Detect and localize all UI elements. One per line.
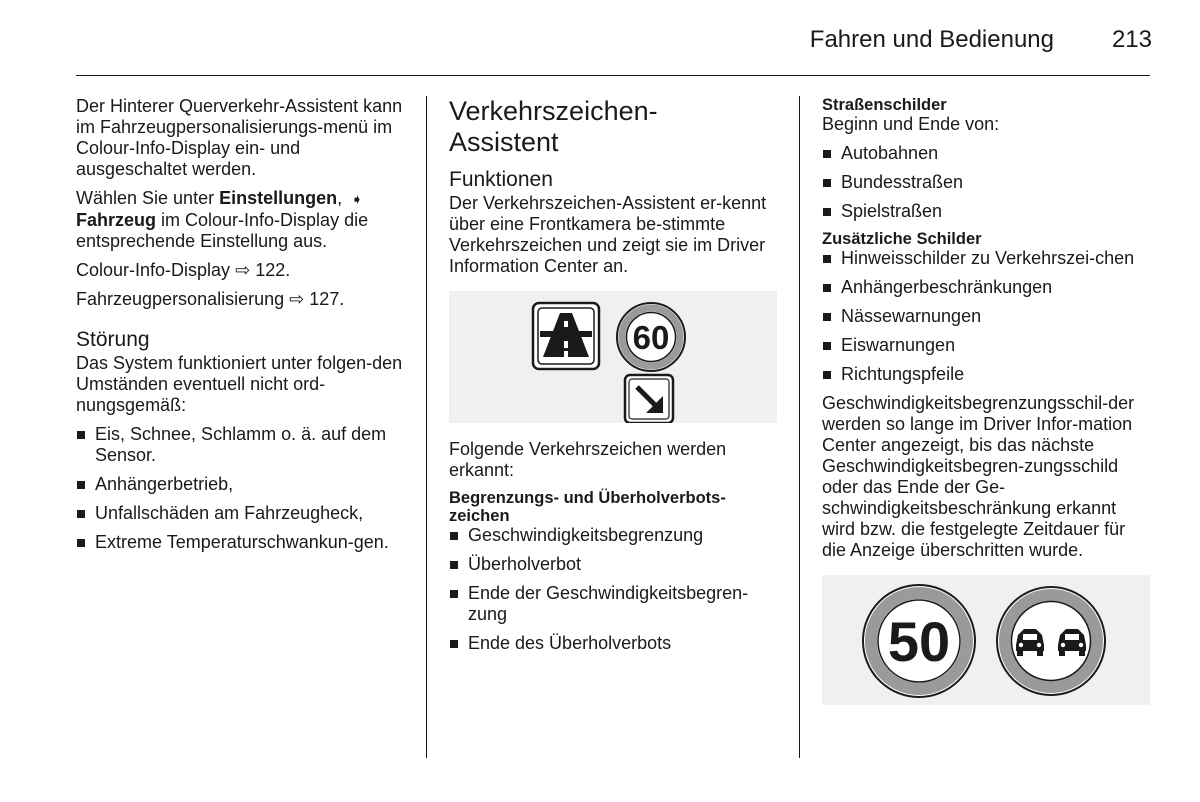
figure-traffic-signs	[449, 291, 777, 423]
reference-label: Colour-Info-Display	[76, 260, 231, 280]
figure-traffic-signs-svg	[449, 291, 777, 423]
paragraph-malfunction: Das System funktioniert unter folgen-den Umständen eventuell nicht ord-nungsgemäß:	[76, 353, 403, 415]
page-reference-icon: ⇨	[235, 260, 251, 280]
figure-speed-overtaking-signs	[822, 575, 1150, 705]
speed-limit-50-icon	[863, 585, 975, 697]
street-signs-list	[822, 143, 1152, 222]
menu-einstellungen: Einstellungen	[219, 188, 338, 208]
list-item: Eis, Schnee, Schlamm o. ä. auf dem Sensor.	[76, 424, 410, 466]
section-heading-stoerung: Störung	[76, 328, 150, 351]
paragraph-settings-path	[76, 188, 410, 252]
paragraph-function: Der Verkehrszeichen-Assistent er-kennt über eine Frontkamera be-stimmte Verkehrszeichen und zeigt sie im Driver Information Center an.	[449, 193, 767, 276]
header-rule	[76, 75, 1150, 76]
reference-page: 127.	[309, 289, 345, 309]
menu-arrow-icon: ➧	[351, 191, 363, 207]
settings-path-intro: Wählen Sie unter	[76, 188, 220, 208]
section-title: Verkehrszeichen-Assistent	[449, 96, 658, 157]
list-item: Richtungspfeile	[822, 364, 1152, 385]
page-reference-icon: ⇨	[289, 289, 305, 309]
list-item: Hinweisschilder zu Verkehrszei-chen	[822, 248, 1141, 269]
column-2	[449, 96, 779, 662]
speed-limit-60-icon	[617, 303, 685, 371]
list-heading-limits: Begrenzungs- und Überholverbots-zeichen	[449, 489, 726, 525]
speed-limit-50-text: 50	[887, 610, 951, 673]
malfunction-list	[76, 424, 410, 553]
direction-arrow-sign-icon	[625, 375, 673, 423]
speed-limit-60-text: 60	[632, 319, 670, 356]
motorway-sign-icon	[533, 303, 599, 369]
list-item: Geschwindigkeitsbegrenzung	[449, 525, 779, 546]
list-item: Ende der Geschwindigkeitsbegren-zung	[449, 583, 779, 625]
list-item: Bundesstraßen	[822, 172, 1152, 193]
list-item: Ende des Überholverbots	[449, 633, 779, 654]
settings-path-rest: im Colour-Info-Display die entsprechende Einstellung aus.	[76, 210, 369, 251]
paragraph-street-signs: Beginn und Ende von:	[822, 114, 1000, 134]
reference-label: Fahrzeugpersonalisierung	[76, 289, 285, 309]
settings-path-separator: ,	[337, 188, 348, 208]
recognised-signs-list	[449, 525, 779, 654]
column-divider-2	[799, 96, 800, 758]
no-overtaking-sign-icon	[997, 587, 1105, 695]
list-item: Überholverbot	[449, 554, 779, 575]
column-divider-1	[426, 96, 427, 758]
list-item: Anhängerbetrieb,	[76, 474, 410, 495]
list-item: Spielstraßen	[822, 201, 1152, 222]
cross-reference-personalisation	[76, 289, 410, 310]
running-header-title: Fahren und Bedienung	[809, 26, 1054, 53]
menu-fahrzeug: Fahrzeug	[76, 210, 157, 230]
list-item: Anhängerbeschränkungen	[822, 277, 1152, 298]
list-item: Unfallschäden am Fahrzeugheck,	[76, 503, 410, 524]
reference-page: 122.	[255, 260, 291, 280]
column-1	[76, 96, 410, 561]
figure-speed-overtaking-svg	[822, 575, 1150, 705]
page-number: 213	[1111, 26, 1152, 53]
cross-reference-display	[76, 260, 410, 281]
column-3	[822, 96, 1152, 705]
list-item: Eiswarnungen	[822, 335, 1152, 356]
subheading-funktionen: Funktionen	[449, 168, 553, 191]
additional-signs-list	[822, 248, 1152, 385]
paragraph-rcta-settings: Der Hinterer Querverkehr-Assistent kann im Fahrzeugpersonalisierungs-menü im Colour-Info-Display ein- und ausgeschaltet werden.	[76, 96, 403, 179]
list-item: Autobahnen	[822, 143, 1152, 164]
list-item: Extreme Temperaturschwankun-gen.	[76, 532, 410, 553]
list-heading-additional-signs: Zusätzliche Schilder	[822, 230, 982, 248]
paragraph-recognised: Folgende Verkehrszeichen werden erkannt:	[449, 439, 727, 480]
list-heading-street-signs: Straßenschilder	[822, 96, 947, 114]
paragraph-display-duration: Geschwindigkeitsbegrenzungsschil-der werden so lange im Driver Infor-mation Center angezeigt, bis das nächste Geschwindigkeitsbegren-zungsschild oder das Ende der Ge-schwindigkeitsbeschränkung erkannt wird bzw. die festgelegte Zeitdauer für die Anzeige überschritten wurde.	[822, 393, 1135, 560]
list-item: Nässewarnungen	[822, 306, 1152, 327]
